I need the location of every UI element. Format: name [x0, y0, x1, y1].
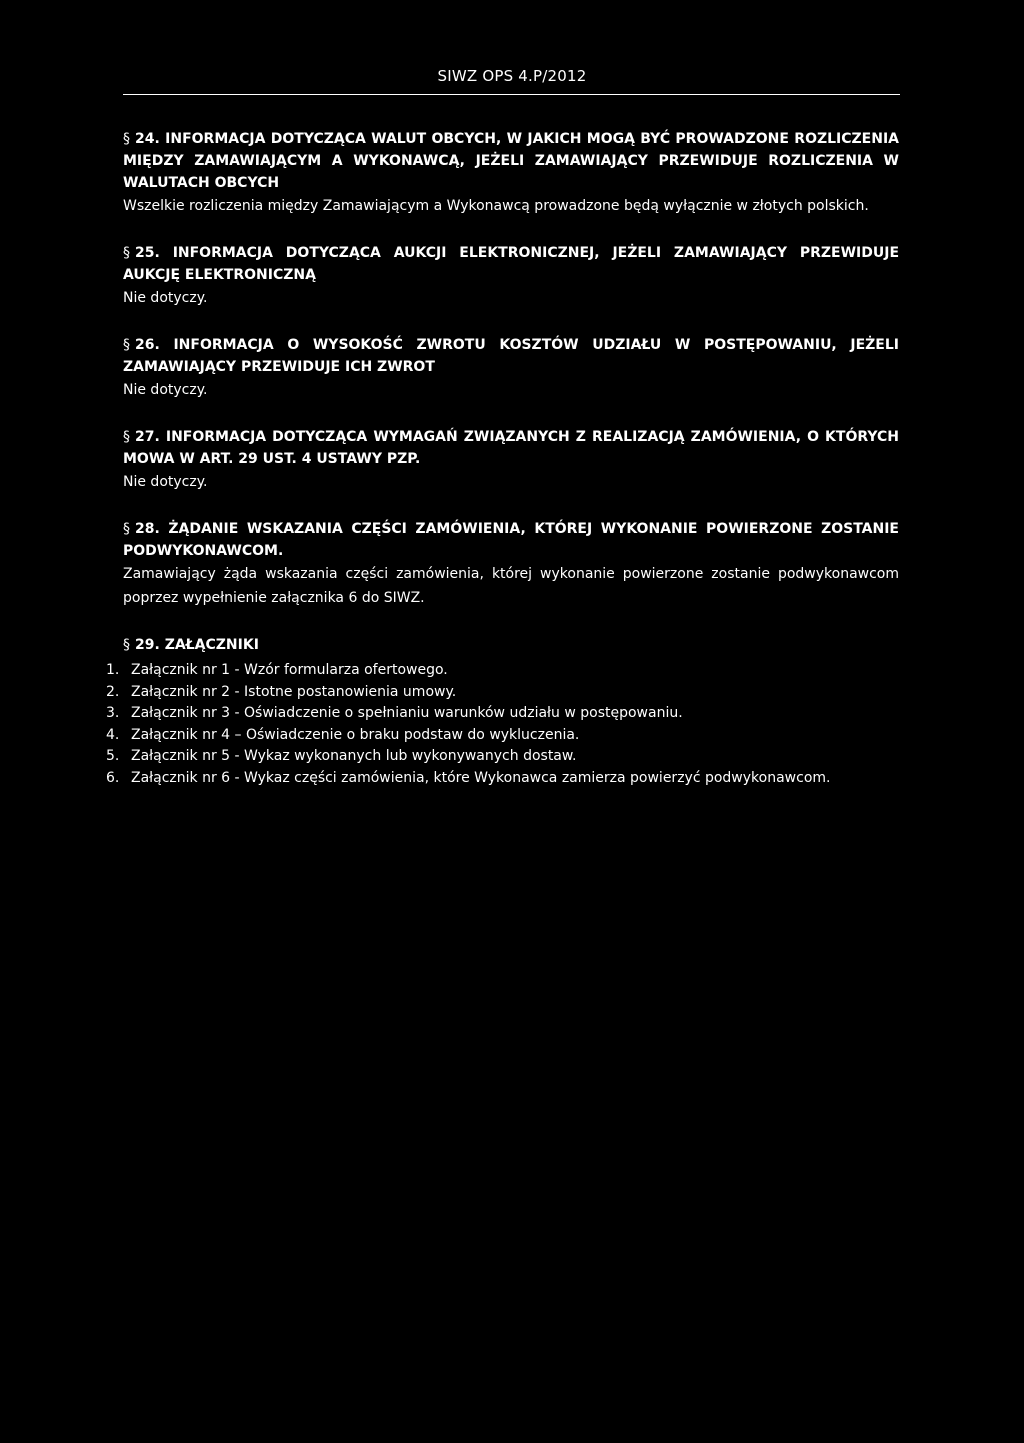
- section-number: 26.: [135, 337, 160, 353]
- list-item-number: 5.: [106, 748, 120, 764]
- section-symbol: §: [123, 521, 130, 537]
- list-item-text: Załącznik nr 6 - Wykaz części zamówienia, które Wykonawca zamierza powierzyć podwykonawcom.: [131, 769, 831, 786]
- section-24: [123, 128, 899, 218]
- section-text: Nie dotyczy.: [123, 382, 208, 398]
- section-title: INFORMACJA O WYSOKOŚĆ ZWROTU KOSZTÓW UDZIAŁU W POSTĘPOWANIU, JEŻELI ZAMAWIAJĄCY PRZEWIDUJE ICH ZWROT: [123, 337, 899, 375]
- section-title: ZAŁĄCZNIKI: [164, 637, 259, 653]
- section-heading: [123, 518, 899, 562]
- section-symbol: §: [123, 131, 130, 147]
- list-item: [106, 660, 899, 682]
- list-item-number: 6.: [106, 769, 120, 786]
- section-heading: [123, 426, 899, 470]
- list-item: [106, 725, 899, 747]
- document-header: SIWZ OPS 4.P/2012: [437, 67, 587, 85]
- list-item-text: Załącznik nr 3 - Oświadczenie o spełnianiu warunków udziału w postępowaniu.: [131, 705, 683, 721]
- section-26: [123, 334, 899, 402]
- list-item-text: Załącznik nr 4 – Oświadczenie o braku podstaw do wykluczenia.: [131, 726, 580, 743]
- list-item-number: 1.: [106, 662, 120, 678]
- attachments-list: [106, 660, 899, 789]
- section-28: [123, 518, 899, 610]
- section-heading: [123, 128, 899, 194]
- list-item: [106, 682, 899, 704]
- section-text: Wszelkie rozliczenia między Zamawiającym a Wykonawcą prowadzone będą wyłącznie w złotych polskich.: [123, 198, 869, 214]
- section-symbol: §: [123, 637, 130, 653]
- section-29: [106, 634, 899, 789]
- section-text: Nie dotyczy.: [123, 474, 208, 490]
- section-number: 25.: [135, 245, 160, 261]
- list-item-number: 4.: [106, 726, 120, 743]
- list-item-text: Załącznik nr 2 - Istotne postanowienia umowy.: [131, 683, 457, 700]
- section-heading: [123, 634, 899, 656]
- section-symbol: §: [123, 245, 130, 261]
- list-item: [106, 746, 899, 768]
- section-text: Zamawiający żąda wskazania części zamówienia, której wykonanie powierzone zostanie podwykonawcom poprzez wypełnienie załącznika 6 do SIWZ.: [123, 566, 899, 606]
- list-item: [106, 703, 899, 725]
- list-item-text: Załącznik nr 1 - Wzór formularza ofertowego.: [131, 662, 448, 678]
- section-number: 24.: [135, 131, 160, 147]
- section-heading: [123, 242, 899, 286]
- section-title: INFORMACJA DOTYCZĄCA WYMAGAŃ ZWIĄZANYCH Z REALIZACJĄ ZAMÓWIENIA, O KTÓRYCH MOWA W ART. 29 UST. 4 USTAWY PZP.: [123, 429, 899, 467]
- document-body: [106, 128, 900, 813]
- list-item-number: 3.: [106, 705, 120, 721]
- section-number: 27.: [135, 429, 160, 445]
- section-text: Nie dotyczy.: [123, 290, 208, 306]
- section-title: INFORMACJA DOTYCZĄCA WALUT OBCYCH, W JAKICH MOGĄ BYĆ PROWADZONE ROZLICZENIA MIĘDZY ZAMAWIAJĄCYM A WYKONAWCĄ, JEŻELI ZAMAWIAJĄCY PRZEWIDUJE ROZLICZENIA W WALUTACH OBCYCH: [123, 131, 900, 191]
- section-symbol: §: [123, 429, 130, 445]
- list-item: [106, 768, 899, 790]
- section-title: ŻĄDANIE WSKAZANIA CZĘŚCI ZAMÓWIENIA, KTÓREJ WYKONANIE POWIERZONE ZOSTANIE PODWYKONAWCOM.: [123, 521, 899, 559]
- section-symbol: §: [123, 337, 130, 353]
- list-item-text: Załącznik nr 5 - Wykaz wykonanych lub wykonywanych dostaw.: [131, 748, 577, 764]
- header-rule: [123, 94, 900, 95]
- section-25: [123, 242, 899, 310]
- section-27: [123, 426, 899, 494]
- list-item-number: 2.: [106, 683, 120, 700]
- section-heading: [123, 334, 899, 378]
- section-number: 29.: [135, 637, 160, 653]
- section-number: 28.: [135, 521, 160, 537]
- section-title: INFORMACJA DOTYCZĄCA AUKCJI ELEKTRONICZNEJ, JEŻELI ZAMAWIAJĄCY PRZEWIDUJE AUKCJĘ ELEKTRONICZNĄ: [123, 245, 900, 283]
